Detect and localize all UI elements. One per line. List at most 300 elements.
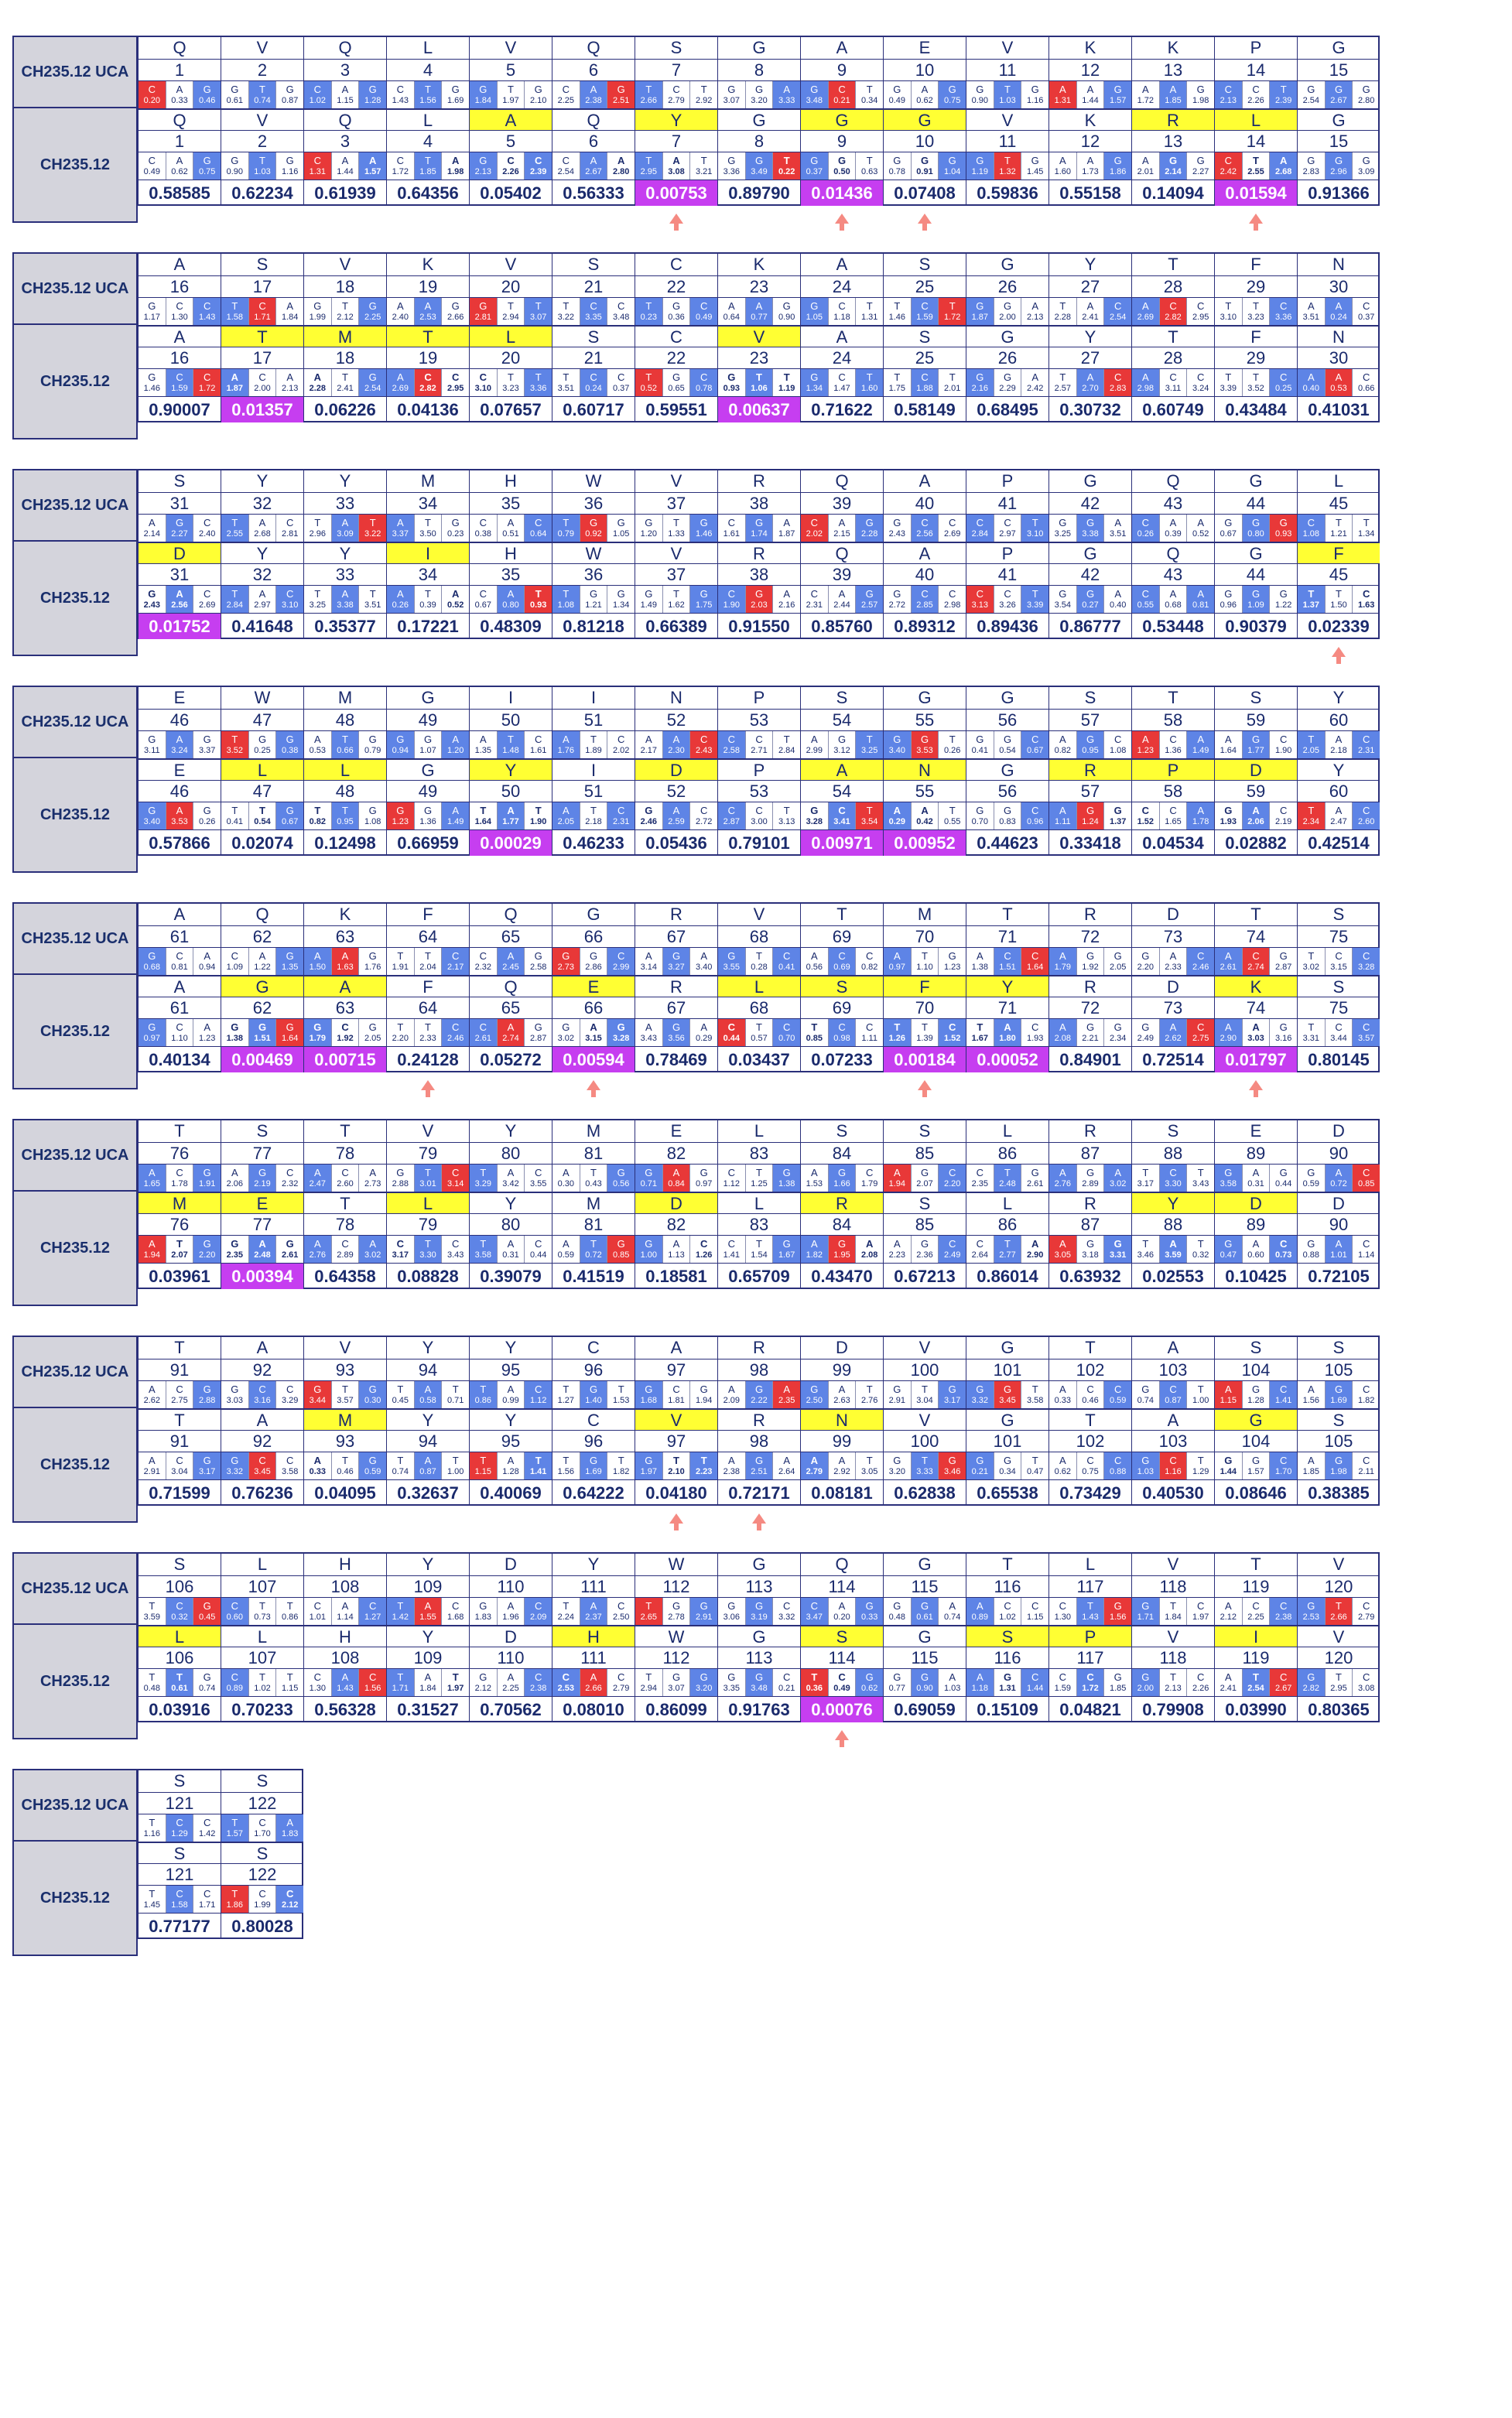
mutability-score: 1.15 (474, 1466, 492, 1476)
mature-position-number: 99 (801, 1430, 883, 1452)
uca-position-number: 119 (1215, 1575, 1297, 1597)
uca-position-number: 92 (221, 1359, 303, 1380)
nucleotide-letter: G (148, 949, 156, 962)
mutability-score: 1.72 (943, 312, 961, 322)
uca-position-number: 95 (470, 1359, 552, 1380)
nucleotide-letter: G (976, 804, 984, 816)
mutability-score: 0.66 (1357, 383, 1375, 393)
mutability-score: 1.45 (143, 1900, 161, 1910)
mutability-score: 0.71 (446, 1395, 464, 1405)
uca-position-number: 11 (966, 59, 1048, 80)
uca-amino-acid: T (1002, 905, 1013, 924)
uca-nucleotide (304, 1598, 332, 1625)
mature-nucleotide (1049, 1452, 1077, 1479)
uca-nucleotide (663, 948, 691, 975)
uca-nucleotide (1160, 515, 1188, 542)
uca-position-number: 86 (966, 1142, 1048, 1164)
mature-codon (884, 1668, 966, 1696)
position-column (800, 37, 883, 204)
nucleotide-letter: C (451, 1237, 460, 1250)
nucleotide-letter: G (1224, 1166, 1233, 1178)
uca-nucleotide (387, 515, 415, 542)
nucleotide-letter: T (369, 516, 376, 528)
probability-value: 0.56328 (304, 1696, 386, 1722)
mutability-score: 3.13 (971, 600, 989, 610)
uca-position-number: 104 (1215, 1359, 1297, 1380)
nucleotide-letter: C (727, 1021, 736, 1033)
mature-position-number: 114 (801, 1647, 883, 1668)
nucleotide-letter: A (838, 1454, 846, 1466)
mature-nucleotide (1187, 1236, 1214, 1263)
uca-nucleotide (1215, 81, 1243, 108)
mature-amino-acid: W (552, 542, 635, 563)
mutability-score: 1.31 (309, 166, 327, 176)
position-column (552, 1337, 635, 1504)
nucleotide-letter: T (425, 83, 431, 95)
uca-amino-acid: D (1167, 905, 1179, 924)
mutability-score: 3.27 (668, 962, 685, 972)
mutability-score: 1.49 (446, 816, 464, 826)
mutability-score: 3.37 (392, 528, 409, 539)
nucleotide-letter: G (1003, 804, 1012, 816)
nucleotide-letter: G (948, 154, 956, 166)
uca-position-number: 101 (966, 1359, 1048, 1380)
mutability-score: 1.77 (1247, 745, 1264, 755)
mutability-score: 1.40 (585, 1395, 602, 1405)
mature-amino-acid: D (1298, 1192, 1380, 1213)
mutability-score: 0.34 (999, 1466, 1016, 1476)
uca-nucleotide (801, 731, 829, 758)
uca-position-number: 83 (718, 1142, 800, 1164)
position-column (635, 254, 717, 421)
mutability-score: 0.74 (1137, 1395, 1155, 1405)
uca-position-number: 7 (635, 59, 717, 80)
mature-nucleotide (690, 1452, 717, 1479)
mature-codon (1132, 152, 1214, 180)
nucleotide-letter: A (507, 1383, 515, 1395)
uca-codon (221, 1597, 303, 1625)
nucleotide-letter: G (948, 83, 956, 95)
mutability-score: 2.35 (226, 1250, 244, 1260)
mutability-score: 1.82 (806, 1250, 823, 1260)
nucleotide-letter: A (1059, 949, 1066, 962)
mature-amino-acid: V (884, 1408, 966, 1430)
mature-position-number: 34 (387, 563, 469, 585)
mature-amino-acid: A (139, 325, 221, 347)
mutability-score: 2.42 (1026, 383, 1044, 393)
nucleotide-letter: C (286, 516, 294, 528)
mature-amino-acid: S (139, 1842, 221, 1863)
nucleotide-letter: T (397, 1383, 404, 1395)
uca-amino-acid: A (836, 38, 848, 57)
mature-amino-acid: D (1132, 975, 1214, 997)
mutated-amino-acid: S (966, 1625, 1048, 1647)
nucleotide-letter: A (176, 733, 183, 745)
mutability-score: 0.89 (971, 1612, 989, 1622)
uca-nucleotide (525, 1165, 552, 1192)
mutability-score: 2.76 (860, 1395, 878, 1405)
mutability-score: 1.71 (254, 312, 271, 322)
mature-nucleotide (1104, 586, 1131, 613)
mutability-score: 1.97 (640, 1466, 658, 1476)
nucleotide-letter: G (1279, 949, 1288, 962)
mature-codon (304, 585, 386, 613)
uca-nucleotide (856, 1598, 883, 1625)
mutability-score: 3.58 (281, 1466, 299, 1476)
mature-position-number: 110 (470, 1647, 552, 1668)
mature-nucleotide (1132, 1452, 1160, 1479)
mutability-score: 2.81 (474, 312, 492, 322)
mutability-score: 2.43 (888, 528, 906, 539)
position-column (635, 904, 717, 1071)
mutability-score: 0.60 (1247, 1250, 1264, 1260)
uca-amino-acid: T (1168, 688, 1178, 707)
mutability-score: 1.85 (1109, 1683, 1127, 1693)
position-column (635, 1337, 717, 1504)
mutability-score: 2.49 (943, 1250, 961, 1260)
mutability-score: 1.85 (419, 166, 436, 176)
nucleotide-letter: T (314, 587, 321, 600)
mutability-score: 3.51 (1302, 312, 1320, 322)
nucleotide-letter: T (563, 299, 570, 312)
probability-value: 0.60717 (552, 396, 635, 422)
nucleotide-letter: A (977, 949, 983, 962)
mature-nucleotide (193, 1019, 221, 1046)
mature-codon (1298, 368, 1380, 396)
uca-nucleotide (580, 81, 608, 108)
uca-nucleotide (442, 298, 469, 325)
uca-nucleotide (470, 81, 498, 108)
uca-nucleotide (139, 81, 166, 108)
mature-codon (1049, 802, 1131, 829)
nucleotide-letter: T (894, 371, 901, 383)
mutability-score: 1.62 (668, 600, 685, 610)
nucleotide-letter: C (865, 1021, 874, 1033)
mature-nucleotide (1270, 1236, 1297, 1263)
nucleotide-letter: A (397, 516, 404, 528)
uca-nucleotide (387, 1598, 415, 1625)
uca-amino-acid: Y (587, 1554, 600, 1574)
uca-sequence-label: CH235.12 UCA (12, 1552, 138, 1625)
nucleotide-letter: A (341, 949, 349, 962)
uca-nucleotide (690, 1598, 717, 1625)
mutability-score: 0.82 (860, 962, 878, 972)
mature-codon (635, 152, 717, 180)
uca-nucleotide (387, 731, 415, 758)
uca-codon (1049, 1164, 1131, 1192)
mature-nucleotide (193, 1886, 221, 1913)
uca-codon (221, 514, 303, 542)
nucleotide-letter: G (837, 154, 847, 166)
mutability-score: 3.29 (474, 1178, 492, 1188)
mutability-score: 3.25 (309, 600, 327, 610)
uca-nucleotide (276, 515, 303, 542)
nucleotide-letter: G (589, 1383, 598, 1395)
mutated-amino-acid: G (1215, 1408, 1297, 1430)
uca-nucleotide (912, 1165, 939, 1192)
nucleotide-letter: G (920, 1166, 929, 1178)
mutability-score: 2.25 (1247, 1612, 1264, 1622)
mutability-score: 1.99 (254, 1900, 271, 1910)
nucleotide-letter: C (921, 516, 929, 528)
mutability-score: 0.69 (833, 962, 850, 972)
uca-amino-acid: Y (505, 1338, 517, 1357)
mature-codon (1049, 1452, 1131, 1479)
mature-nucleotide (635, 1019, 663, 1046)
mutability-score: 1.46 (143, 383, 161, 393)
mutability-score: 2.79 (612, 1683, 630, 1693)
uca-nucleotide (746, 515, 774, 542)
mutability-score: 1.21 (1330, 528, 1347, 539)
mutated-amino-acid: A (304, 975, 386, 997)
uca-nucleotide (746, 731, 774, 758)
mature-codon (966, 585, 1048, 613)
uca-nucleotide (139, 298, 166, 325)
probability-value: 0.35377 (304, 613, 386, 639)
mutability-score: 0.74 (392, 1466, 409, 1476)
mature-amino-acid: A (139, 975, 221, 997)
mutability-score: 3.40 (695, 962, 713, 972)
mutability-score: 1.69 (1330, 1395, 1347, 1405)
uca-nucleotide (1270, 515, 1297, 542)
mutability-score: 2.08 (1054, 1033, 1072, 1043)
mutability-score: 3.57 (337, 1395, 354, 1405)
mutability-score: 1.55 (419, 1612, 436, 1622)
mutability-score: 2.13 (474, 166, 492, 176)
mature-nucleotide (1187, 586, 1214, 613)
mature-nucleotide (829, 152, 857, 180)
uca-nucleotide (912, 1381, 939, 1408)
uca-nucleotide (1353, 1381, 1380, 1408)
position-column (1214, 1554, 1297, 1721)
uca-codon (1298, 947, 1380, 975)
nucleotide-letter: A (1252, 804, 1260, 816)
mutability-score: 0.50 (833, 166, 850, 176)
probability-value: 0.61939 (304, 180, 386, 206)
mature-nucleotide (221, 802, 249, 829)
position-column (469, 254, 552, 421)
uca-amino-acid: D (1332, 1121, 1345, 1141)
mutability-score: 0.94 (392, 745, 409, 755)
nucleotide-letter: A (949, 1671, 956, 1683)
codon-grid (138, 1769, 303, 1939)
uca-codon (139, 514, 221, 542)
mature-nucleotide (470, 1236, 498, 1263)
mature-amino-acid: G (1049, 542, 1131, 563)
mutability-score: 3.26 (999, 600, 1016, 610)
uca-nucleotide (1270, 1381, 1297, 1408)
mature-nucleotide (773, 152, 800, 180)
nucleotide-letter: G (562, 1021, 570, 1033)
mature-codon (387, 152, 469, 180)
mature-nucleotide (1132, 152, 1160, 180)
uca-nucleotide (966, 1381, 994, 1408)
uca-amino-acid: T (836, 905, 847, 924)
probability-value: 0.58585 (139, 180, 221, 206)
nucleotide-letter: A (368, 154, 377, 166)
nucleotide-letter: A (838, 1383, 846, 1395)
mutability-score: 3.10 (1026, 528, 1044, 539)
mutability-score: 3.14 (446, 1178, 464, 1188)
mature-codon (1215, 585, 1297, 613)
mutability-score: 1.23 (943, 962, 961, 972)
mature-codon (470, 1018, 552, 1046)
position-column (1214, 1120, 1297, 1288)
mature-nucleotide (470, 152, 498, 180)
mutability-score: 2.31 (806, 600, 823, 610)
uca-nucleotide (912, 948, 939, 975)
mutability-score: 0.62 (860, 1683, 878, 1693)
mature-nucleotide (1353, 1669, 1380, 1696)
mutability-score: 1.02 (999, 1612, 1016, 1622)
mutability-score: 1.26 (695, 1250, 713, 1260)
nucleotide-letter: A (590, 1599, 597, 1612)
mutability-score: 0.44 (529, 1250, 547, 1260)
mature-nucleotide (139, 1019, 166, 1046)
uca-nucleotide (801, 298, 829, 325)
probability-value: 0.70233 (221, 1696, 303, 1722)
mature-nucleotide (690, 586, 717, 613)
probability-value: 0.10425 (1215, 1263, 1297, 1289)
probability-value: 0.46233 (552, 829, 635, 856)
mutability-score: 1.59 (916, 312, 933, 322)
mature-nucleotide (470, 1452, 498, 1479)
uca-amino-acid: T (1168, 255, 1178, 274)
uca-position-number: 81 (552, 1142, 635, 1164)
uca-nucleotide (939, 515, 966, 542)
probability-value: 0.72171 (718, 1479, 800, 1506)
nucleotide-letter: C (396, 83, 405, 95)
nucleotide-letter: T (259, 1671, 265, 1683)
nucleotide-letter: T (508, 83, 514, 95)
uca-nucleotide (718, 1598, 746, 1625)
uca-nucleotide (276, 948, 303, 975)
uca-position-number: 42 (1049, 492, 1131, 514)
nucleotide-letter: G (754, 154, 764, 166)
mature-position-number: 86 (966, 1213, 1048, 1235)
uca-nucleotide (552, 948, 580, 975)
uca-amino-acid: T (1250, 1554, 1261, 1574)
mutated-amino-acid: L (1215, 108, 1297, 130)
nucleotide-letter: C (1031, 733, 1039, 745)
nucleotide-letter: C (1335, 949, 1343, 962)
position-column (800, 470, 883, 638)
mature-position-number: 26 (966, 347, 1048, 368)
nucleotide-letter: G (423, 804, 433, 816)
mature-nucleotide (884, 586, 912, 613)
uca-amino-acid: Q (835, 471, 849, 491)
nucleotide-letter: A (783, 1383, 791, 1395)
nucleotide-letter: A (397, 299, 404, 312)
nucleotide-letter: G (1279, 1021, 1288, 1033)
mutated-amino-acid: T (387, 325, 469, 347)
mature-nucleotide (1132, 1669, 1160, 1696)
uca-amino-acid: H (505, 471, 517, 491)
nucleotide-letter: T (756, 1021, 762, 1033)
nucleotide-letter: C (203, 299, 211, 312)
mature-nucleotide (801, 1452, 829, 1479)
probability-value: 0.05402 (470, 180, 552, 206)
nucleotide-letter: C (838, 299, 846, 312)
nucleotide-letter: A (865, 1237, 874, 1250)
nucleotide-letter: T (342, 299, 348, 312)
uca-position-number: 24 (801, 275, 883, 297)
position-column (138, 1120, 221, 1288)
mature-nucleotide (1021, 1236, 1048, 1263)
uca-nucleotide (663, 731, 691, 758)
mutability-score: 2.48 (999, 1178, 1016, 1188)
mutability-score: 1.41 (1274, 1395, 1292, 1405)
nucleotide-letter: T (231, 299, 238, 312)
mature-position-number: 119 (1215, 1647, 1297, 1668)
nucleotide-letter: C (451, 1166, 460, 1178)
uca-codon (387, 297, 469, 325)
mature-nucleotide (1077, 152, 1105, 180)
position-column (469, 37, 552, 204)
mutability-score: 2.25 (502, 1683, 519, 1693)
mutability-score: 2.57 (1054, 383, 1072, 393)
mature-codon (1049, 585, 1131, 613)
mutability-score: 2.67 (585, 166, 602, 176)
uca-nucleotide (801, 1598, 829, 1625)
mature-amino-acid: N (1298, 325, 1380, 347)
mutated-amino-acid: V (635, 1408, 717, 1430)
uca-nucleotide (552, 515, 580, 542)
uca-nucleotide (856, 1381, 883, 1408)
mature-nucleotide (552, 802, 580, 829)
mature-nucleotide (884, 1019, 912, 1046)
uca-nucleotide (470, 948, 498, 975)
mature-nucleotide (1243, 802, 1271, 829)
probability-value: 0.33418 (1049, 829, 1131, 856)
uca-nucleotide (1243, 1381, 1271, 1408)
mature-amino-acid: H (470, 542, 552, 563)
mature-position-number: 70 (884, 997, 966, 1018)
mutability-score: 2.65 (640, 1612, 658, 1622)
uca-nucleotide (635, 81, 663, 108)
mutability-score: 0.73 (1274, 1250, 1292, 1260)
uca-nucleotide (939, 731, 966, 758)
mature-position-number: 4 (387, 130, 469, 152)
uca-position-number: 51 (552, 709, 635, 730)
mutability-score: 1.86 (226, 1900, 244, 1910)
mutability-score: 0.24 (1330, 312, 1347, 322)
mutability-score: 1.59 (171, 383, 188, 393)
uca-nucleotide (359, 948, 386, 975)
mature-position-number: 9 (801, 130, 883, 152)
mature-nucleotide (1021, 1452, 1048, 1479)
uca-position-number: 46 (139, 709, 221, 730)
mature-nucleotide (552, 586, 580, 613)
uca-amino-acid: D (836, 1338, 848, 1357)
uca-amino-acid: R (753, 471, 765, 491)
alignment-block (12, 14, 1380, 231)
nucleotide-letter: C (1086, 1454, 1094, 1466)
uca-nucleotide (166, 1598, 194, 1625)
probability-value: 0.07408 (884, 180, 966, 206)
mature-nucleotide (1077, 586, 1105, 613)
nucleotide-letter: G (396, 1166, 405, 1178)
mutability-score: 1.05 (806, 312, 823, 322)
uca-nucleotide (249, 298, 277, 325)
mature-position-number: 31 (139, 563, 221, 585)
mature-position-number: 6 (552, 130, 635, 152)
mature-codon (966, 368, 1048, 396)
mutability-score: 1.63 (1357, 600, 1375, 610)
nucleotide-letter: C (976, 1237, 984, 1250)
mutability-score: 3.17 (943, 1395, 961, 1405)
mutability-score: 1.17 (143, 312, 161, 322)
